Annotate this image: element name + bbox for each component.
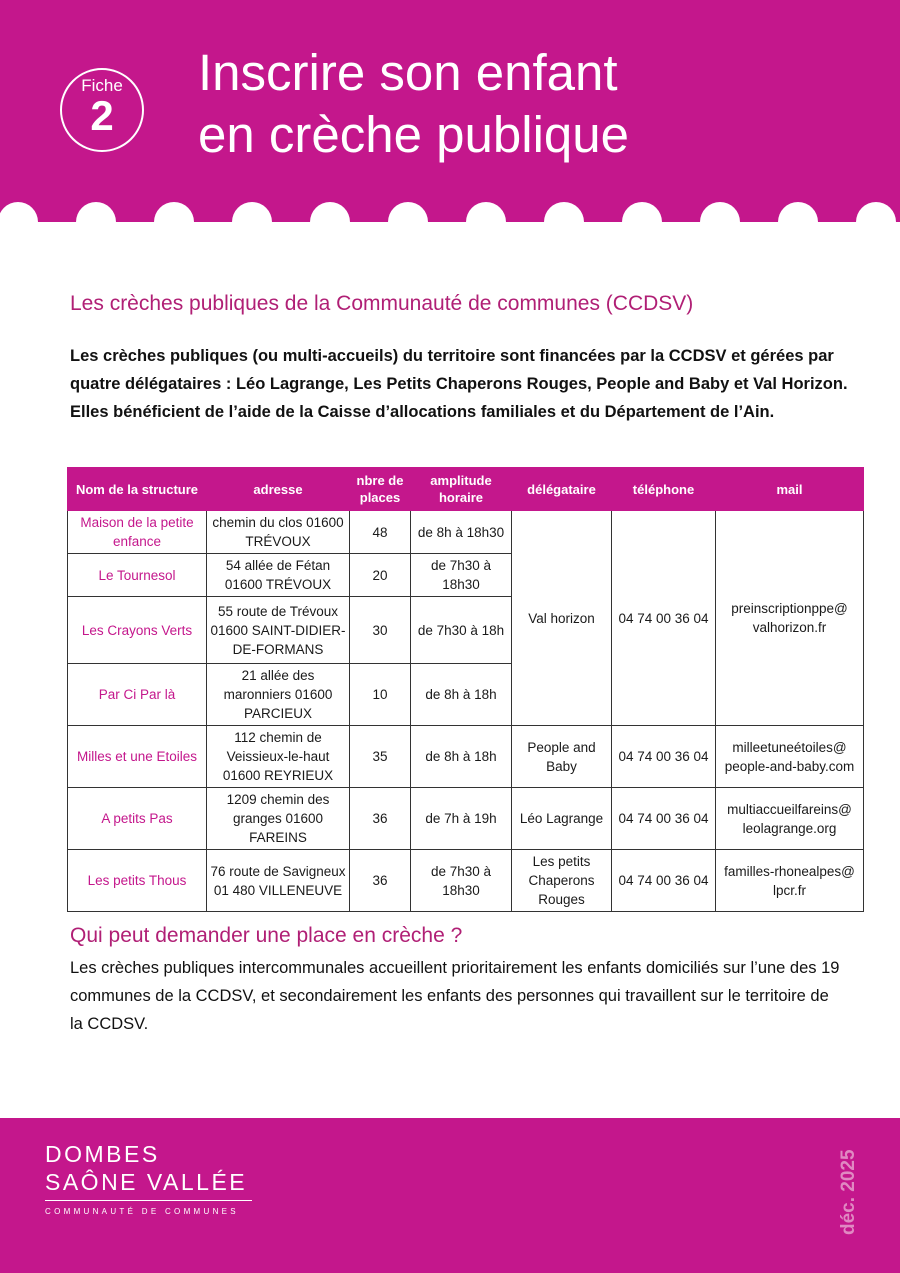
fiche-badge	[60, 68, 144, 152]
page-title-line-2: en crèche publique	[198, 106, 629, 163]
structure-places: 10	[350, 664, 411, 726]
structure-hours: de 7h30 à 18h30	[411, 850, 512, 912]
creches-table	[67, 467, 864, 912]
fiche-label: Fiche	[81, 76, 123, 95]
column-header-hours: amplitude horaire	[411, 468, 512, 511]
table-row	[68, 511, 864, 554]
ccdsv-logo	[45, 1140, 252, 1216]
structure-name: Milles et une Etoiles	[68, 726, 207, 788]
table-header-row	[68, 468, 864, 511]
structure-name: Les Crayons Verts	[68, 597, 207, 664]
phone-cell: 04 74 00 36 04	[612, 511, 716, 726]
eligibility-text: Les crèches publiques intercommunales accueillent prioritairement les enfants domiciliés sur l’une des 19 communes de la CCDSV, et secondairement les enfants des personnes qui travaillent sur le territoire de la CCDSV.	[70, 959, 840, 1033]
structure-places: 36	[350, 788, 411, 850]
table-row	[68, 788, 864, 850]
structure-address: 1209 chemin des granges 01600 FAREINS	[207, 788, 350, 850]
structure-address: 21 allée des maronniers 01600 PARCIEUX	[207, 664, 350, 726]
column-header-name: Nom de la structure	[68, 468, 207, 511]
mail-cell: milleetuneétoiles@ people-and-baby.com	[716, 726, 864, 788]
column-header-mail: mail	[716, 468, 864, 511]
section-heading-eligibility: Qui peut demander une place en crèche ?	[70, 924, 463, 947]
structure-address: 54 allée de Fétan 01600 TRÉVOUX	[207, 554, 350, 597]
phone-cell: 04 74 00 36 04	[612, 726, 716, 788]
phone-cell: 04 74 00 36 04	[612, 788, 716, 850]
structure-name: A petits Pas	[68, 788, 207, 850]
structure-hours: de 8h à 18h30	[411, 511, 512, 554]
structure-hours: de 7h à 19h	[411, 788, 512, 850]
column-header-phone: téléphone	[612, 468, 716, 511]
structure-address: 76 route de Savigneux 01 480 VILLENEUVE	[207, 850, 350, 912]
structure-hours: de 8h à 18h	[411, 726, 512, 788]
header-banner	[0, 0, 900, 222]
structure-address: 55 route de Trévoux 01600 SAINT-DIDIER-DE-FORMANS	[207, 597, 350, 664]
header-scallop-edge	[0, 202, 900, 242]
section-heading-creches: Les crèches publiques de la Communauté de communes (CCDSV)	[70, 292, 694, 315]
logo-line-2: SAÔNE VALLÉE	[45, 1169, 248, 1195]
structure-hours: de 7h30 à 18h30	[411, 554, 512, 597]
page-title	[198, 42, 629, 166]
structure-places: 35	[350, 726, 411, 788]
table-row	[68, 850, 864, 912]
mail-cell: multiaccueilfareins@ leolagrange.org	[716, 788, 864, 850]
intro-paragraph-1: Les crèches publiques (ou multi-accueils) du territoire sont financées par la CCDSV et gérées par quatre délégataires : Léo Lagrange, Les Petits Chaperons Rouges, People and Baby et Val Horizon.	[70, 347, 848, 393]
logo-line-3: COMMUNAUTÉ DE COMMUNES	[45, 1207, 239, 1216]
structure-address: 112 chemin de Veissieux-le-haut 01600 REYRIEUX	[207, 726, 350, 788]
logo-line-1: DOMBES	[45, 1141, 160, 1167]
intro-paragraph-2: Elles bénéficient de l’aide de la Caisse d’allocations familiales et du Département de l’Ain.	[70, 403, 775, 421]
structure-places: 48	[350, 511, 411, 554]
delegate-cell: Léo Lagrange	[512, 788, 612, 850]
page-title-line-1: Inscrire son enfant	[198, 44, 618, 101]
table-row	[68, 726, 864, 788]
mail-cell: familles-rhonealpes@ lpcr.fr	[716, 850, 864, 912]
column-header-address: adresse	[207, 468, 350, 511]
intro-text	[70, 342, 860, 426]
structure-name: Les petits Thous	[68, 850, 207, 912]
mail-cell: preinscriptionppe@ valhorizon.fr	[716, 511, 864, 726]
phone-cell: 04 74 00 36 04	[612, 850, 716, 912]
logo-rule	[45, 1200, 252, 1201]
structure-hours: de 7h30 à 18h	[411, 597, 512, 664]
structure-name: Maison de la petite enfance	[68, 511, 207, 554]
delegate-cell: Les petits Chaperons Rouges	[512, 850, 612, 912]
column-header-delegate: délégataire	[512, 468, 612, 511]
structure-places: 36	[350, 850, 411, 912]
structure-address: chemin du clos 01600 TRÉVOUX	[207, 511, 350, 554]
structure-name: Par Ci Par là	[68, 664, 207, 726]
fiche-number: 2	[90, 92, 114, 139]
column-header-places: nbre de places	[350, 468, 411, 511]
structure-places: 30	[350, 597, 411, 664]
structure-hours: de 8h à 18h	[411, 664, 512, 726]
structure-name: Le Tournesol	[68, 554, 207, 597]
delegate-cell: Val horizon	[512, 511, 612, 726]
edition-date: déc. 2025	[838, 1149, 859, 1235]
delegate-cell: People and Baby	[512, 726, 612, 788]
structure-places: 20	[350, 554, 411, 597]
